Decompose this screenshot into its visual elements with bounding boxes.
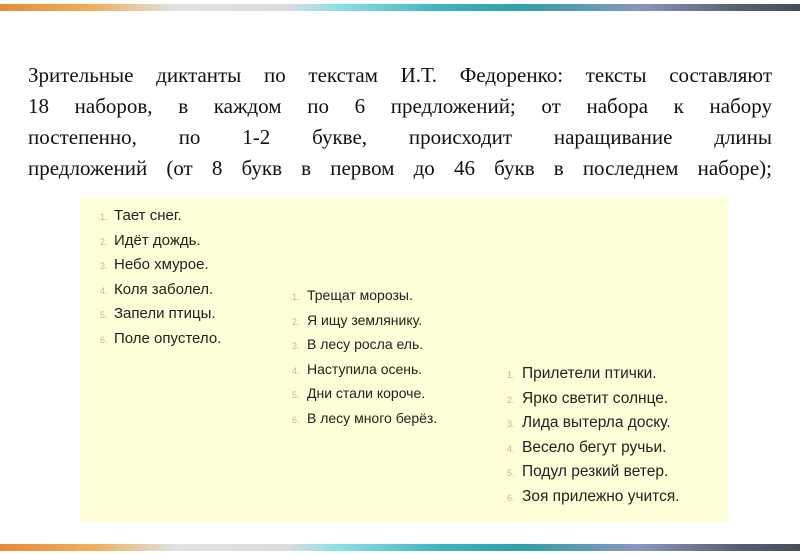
sentence-item [507,414,680,439]
sentence-number: 2. [100,236,108,247]
sentence-text: Весело бегут ручьи. [522,438,667,456]
sentence-number: 1. [100,212,108,222]
sentence-item [292,336,437,361]
sentence-number: 3. [100,261,108,271]
paragraph-line: 18 наборов, в каждом по 6 предложений; от набора к набору [28,94,772,118]
sentence-set-2 [292,287,437,434]
sentence-number: 4. [100,285,108,296]
sentence-text: В лесу росла ель. [307,336,424,352]
sentence-text: Запели птицы. [114,305,216,322]
sentence-number: 3. [292,341,300,351]
paragraph-line: постепенно, по 1-2 букве, происходит наращивание длины [28,125,772,149]
sentence-number: 1. [292,292,300,302]
sentence-item [292,312,437,337]
sentence-number: 5. [100,310,108,320]
sentence-text: Трещат морозы. [307,287,413,303]
sentence-set-3 [507,365,680,512]
paragraph-line: предложений (от 8 букв в первом до 46 букв в последнем наборе); [28,156,772,180]
sentence-item [100,330,221,355]
sentence-number: 5. [507,468,515,478]
decorative-bottom-bar [0,544,800,551]
sentence-item [100,281,221,306]
sentence-text: Коля заболел. [114,280,214,298]
sentence-text: Идёт дождь. [114,231,201,249]
sentence-item [100,256,221,281]
sentence-item [507,390,680,415]
sentence-number: 3. [507,419,515,429]
sentence-number: 5. [292,390,300,400]
sentence-set-1 [100,207,221,354]
sentence-text: Небо хмурое. [114,256,209,273]
sentence-text: В лесу много берёз. [307,409,438,426]
sentence-text: Наступила осень. [307,360,423,377]
sentence-item [292,361,437,386]
sentence-text: Подул резкий ветер. [522,463,669,480]
description-paragraph [28,60,772,184]
sentence-number: 4. [507,443,515,454]
sentence-item [100,305,221,330]
sentence-item [100,207,221,232]
sentence-number: 6. [100,334,108,345]
sentence-number: 6. [292,414,300,425]
sentence-item [292,385,437,410]
sentence-text: Я ищу землянику. [307,311,423,328]
sentence-number: 2. [292,316,300,327]
sentence-text: Тает снег. [114,207,182,224]
sentence-text: Лида вытерла доску. [522,414,671,431]
sentence-item [507,365,680,390]
sentence-number: 4. [292,365,300,376]
sentence-number: 1. [507,370,515,380]
sentence-number: 6. [507,492,515,503]
sentence-text: Зоя прилежно учится. [522,487,680,505]
sentence-item [100,232,221,257]
sentence-number: 2. [507,394,515,405]
paragraph-line: Зрительные диктанты по текстам И.Т. Федоренко: тексты составляют [28,63,772,87]
sentence-item [507,488,680,513]
sentence-item [507,439,680,464]
sentence-text: Поле опустело. [114,329,222,347]
sentence-item [292,410,437,435]
decorative-top-bar [0,4,800,11]
sentence-text: Дни стали короче. [307,385,426,401]
sentence-text: Ярко светит солнце. [522,389,669,407]
sentence-item [507,463,680,488]
sentence-item [292,287,437,312]
dictation-examples-panel [80,197,728,522]
sentence-text: Прилетели птички. [522,365,657,382]
